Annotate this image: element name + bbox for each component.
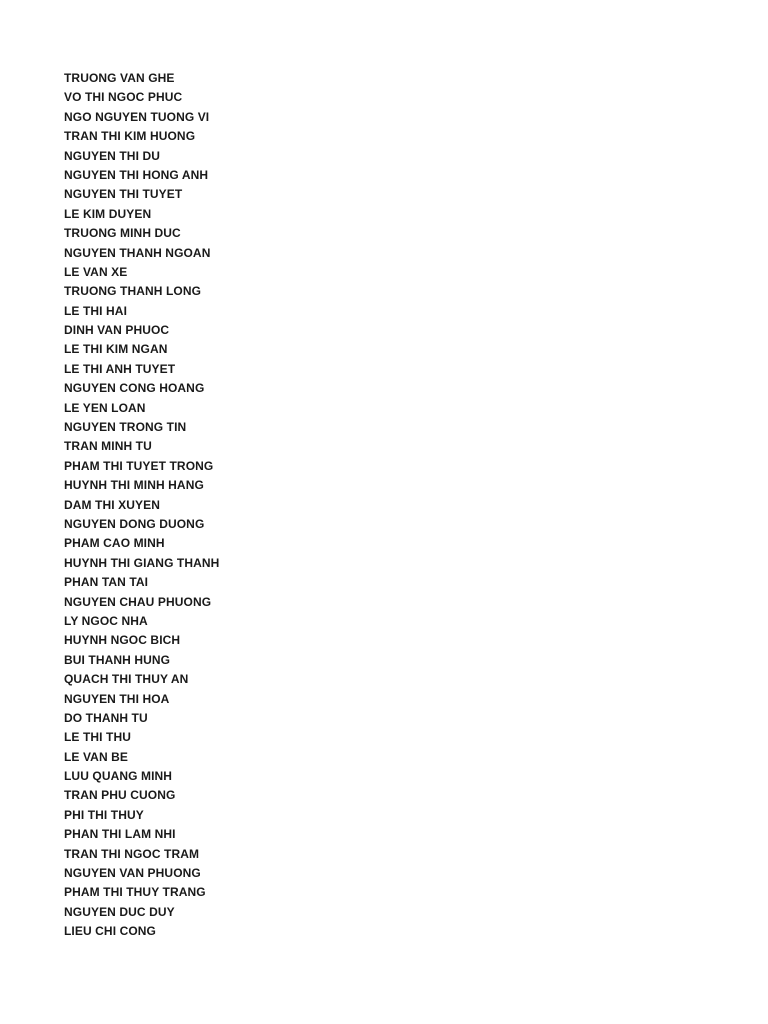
name-entry: TRAN THI KIM HUONG (64, 129, 196, 144)
name-list (64, 69, 219, 942)
name-entry: HUYNH NGOC BICH (64, 633, 181, 648)
name-entry: DAM THI XUYEN (64, 497, 160, 512)
name-entry: NGUYEN THANH NGOAN (64, 245, 211, 260)
name-entry: LE VAN BE (64, 749, 129, 764)
name-entry: NGUYEN THI HOA (64, 691, 170, 706)
name-entry: NGUYEN THI HONG ANH (64, 167, 209, 182)
name-entry: HUYNH THI GIANG THANH (64, 555, 220, 570)
name-entry: TRAN PHU CUONG (64, 788, 176, 803)
name-entry: LE KIM DUYEN (64, 206, 152, 221)
name-entry: NGUYEN THI TUYET (64, 187, 183, 202)
name-entry: PHAM THI THUY TRANG (64, 885, 206, 900)
name-entry: NGO NGUYEN TUONG VI (64, 109, 210, 124)
name-entry: LIEU CHI CONG (64, 924, 156, 939)
name-entry: NGUYEN DUC DUY (64, 904, 175, 919)
name-entry: TRAN MINH TU (64, 439, 152, 454)
name-entry: HUYNH THI MINH HANG (64, 478, 204, 493)
name-entry: TRUONG MINH DUC (64, 226, 181, 241)
name-entry: NGUYEN CONG HOANG (64, 381, 205, 396)
name-entry: PHI THI THUY (64, 807, 144, 822)
name-entry: PHAM CAO MINH (64, 536, 165, 551)
name-entry: LUU QUANG MINH (64, 769, 173, 784)
name-entry: VO THI NGOC PHUC (64, 90, 183, 105)
name-entry: NGUYEN TRONG TIN (64, 420, 187, 435)
name-entry: LE THI HAI (64, 303, 127, 318)
name-entry: NGUYEN VAN PHUONG (64, 866, 201, 881)
name-entry: LE THI ANH TUYET (64, 361, 176, 376)
name-entry: NGUYEN THI DU (64, 148, 160, 163)
name-entry: LE THI KIM NGAN (64, 342, 168, 357)
name-entry: TRAN THI NGOC TRAM (64, 846, 200, 861)
name-entry: LE YEN LOAN (64, 400, 146, 415)
name-entry: DO THANH TU (64, 710, 148, 725)
name-entry: NGUYEN CHAU PHUONG (64, 594, 212, 609)
name-entry: TRUONG VAN GHE (64, 71, 175, 85)
name-entry: PHAN THI LAM NHI (64, 827, 176, 842)
name-entry: LE VAN XE (64, 264, 128, 279)
name-entry: NGUYEN DONG DUONG (64, 516, 205, 531)
name-entry: DINH VAN PHUOC (64, 323, 170, 338)
name-entry: LE THI THU (64, 730, 131, 745)
name-entry: PHAN TAN TAI (64, 575, 149, 590)
name-entry: QUACH THI THUY AN (64, 672, 189, 687)
name-entry: PHAM THI TUYET TRONG (64, 458, 214, 473)
name-entry: BUI THANH HUNG (64, 652, 171, 667)
name-entry: TRUONG THANH LONG (64, 284, 202, 299)
name-entry: LY NGOC NHA (64, 613, 148, 628)
